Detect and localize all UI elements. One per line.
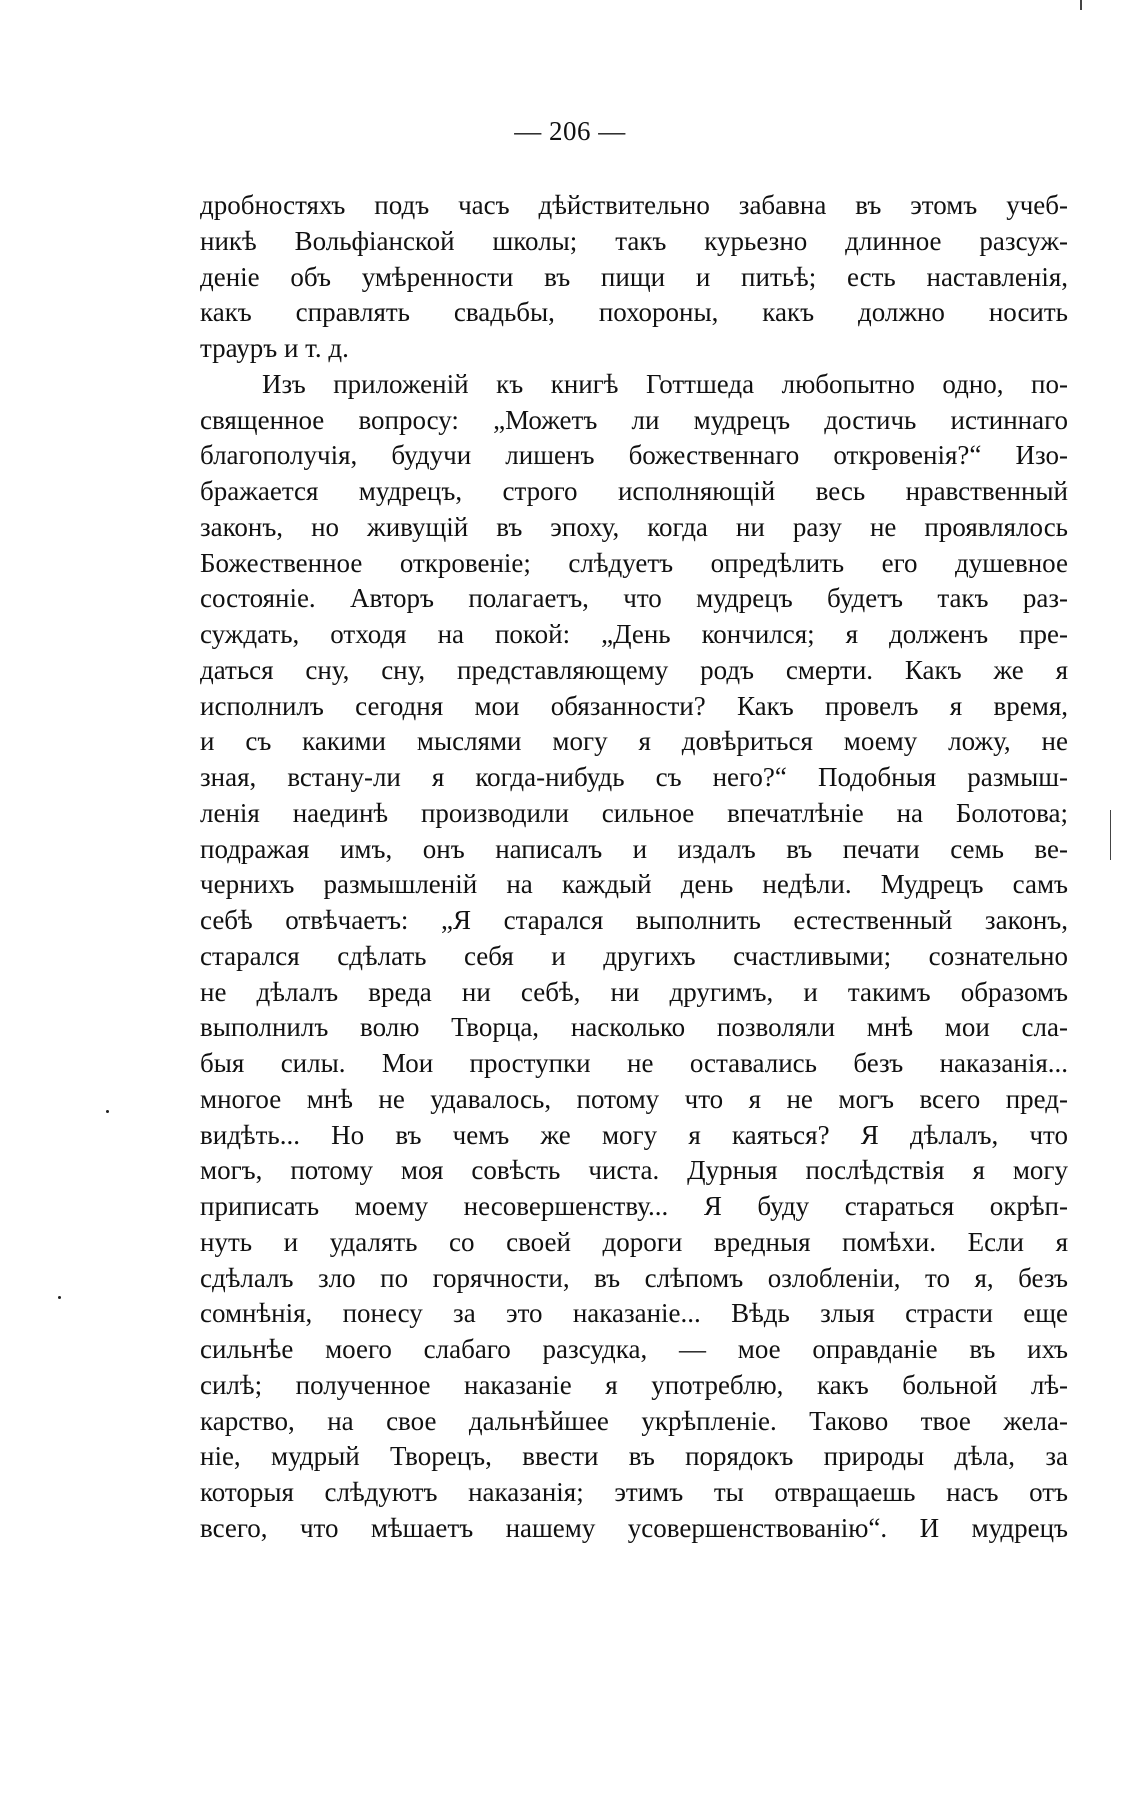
text-line: даться сну, сну, представляющему родъ смерти. Какъ же я: [200, 654, 1068, 685]
text-line: сдѣлалъ зло по горячности, въ слѣпомъ озлобленіи, то я, безъ: [200, 1262, 1068, 1293]
scan-edge-mark: [1110, 810, 1111, 860]
scan-edge-mark: [1080, 0, 1082, 10]
text-line: исполнилъ сегодня мои обязанности? Какъ провелъ я время,: [200, 690, 1068, 721]
text-line: никѣ Вольфіанской школы; такъ курьезно длинное разсуж-: [200, 225, 1068, 256]
text-line: которыя слѣдуютъ наказанія; этимъ ты отвращаешь насъ отъ: [200, 1477, 1068, 1507]
text-line: нуть и удалять со своей дороги вредныя помѣхи. Если я: [200, 1226, 1068, 1257]
text-line: быя силы. Мои проступки не оставались безъ наказанія...: [200, 1048, 1068, 1078]
text-line: Божественное откровеніе; слѣдуетъ опредѣлить его душевное: [200, 547, 1068, 578]
text-line: карство, на свое дальнѣйшее укрѣпленіе. Таково твое жела-: [200, 1405, 1068, 1436]
text-line: всего, что мѣшаетъ нашему усовершенствованію“. И мудрецъ: [200, 1512, 1068, 1543]
text-line: могъ, потому моя совѣсть чиста. Дурныя послѣдствія я могу: [200, 1155, 1068, 1186]
text-line: законъ, но живущій въ эпоху, когда ни разу не проявлялось: [200, 511, 1068, 542]
scan-dot: [58, 1296, 61, 1299]
text-line: себѣ отвѣчаетъ: „Я старался выполнить естественный законъ,: [200, 905, 1068, 935]
text-line: благополучія, будучи лишенъ божественнаго откровенія?“ Изо-: [200, 440, 1068, 471]
text-line: чернихъ размышленій на каждый день недѣли. Мудрецъ самъ: [200, 869, 1068, 900]
text-line: многое мнѣ не удавалось, потому что я не могъ всего пред-: [200, 1083, 1068, 1114]
text-line: приписать моему несовершенству... Я буду стараться окрѣп-: [200, 1191, 1068, 1221]
text-line: трауръ и т. д.: [200, 333, 349, 363]
text-body: [200, 188, 1068, 1547]
text-line: зная, встану-ли я когда-нибудь съ него?“ Подобныя размыш-: [200, 762, 1068, 792]
text-line: священное вопросу: „Можетъ ли мудрецъ достичь истиннаго: [200, 404, 1068, 435]
text-line: не дѣлалъ вреда ни себѣ, ни другимъ, и такимъ образомъ: [200, 976, 1068, 1007]
text-line: состояніе. Авторъ полагаетъ, что мудрецъ будетъ такъ раз-: [200, 583, 1068, 614]
text-line: старался сдѣлать себя и другихъ счастливыми; сознательно: [200, 940, 1068, 971]
page-number: — 206 —: [514, 116, 626, 146]
text-line: Изъ приложеній къ книгѣ Готтшеда любопытно одно, по-: [262, 368, 1068, 399]
text-line: деніе объ умѣренности въ пищи и питьѣ; есть наставленія,: [200, 261, 1068, 292]
text-line: сомнѣнія, понесу за это наказаніе... Вѣдь злыя страсти еще: [200, 1298, 1068, 1329]
text-line: сильнѣе моего слабаго разсудка, — мое оправданіе въ ихъ: [200, 1334, 1068, 1364]
text-line: и съ какими мыслями могу я довѣриться моему ложу, не: [200, 726, 1068, 757]
text-line: подражая имъ, онъ написалъ и издалъ въ печати семь ве-: [200, 833, 1068, 864]
text-line: какъ справлять свадьбы, похороны, какъ должно носить: [200, 297, 1068, 328]
text-line: ніе, мудрый Творецъ, ввести въ порядокъ природы дѣла, за: [200, 1441, 1068, 1472]
text-line: дробностяхъ подъ часъ дѣйствительно забавна въ этомъ учеб-: [200, 190, 1068, 220]
text-line: видѣть... Но въ чемъ же могу я каяться? Я дѣлалъ, что: [200, 1119, 1068, 1150]
scan-dot: [106, 1110, 109, 1113]
text-line: ленія наединѣ производили сильное впечатлѣніе на Болотова;: [200, 797, 1068, 828]
text-line: силѣ; полученное наказаніе я употреблю, какъ больной лѣ-: [200, 1369, 1068, 1400]
text-line: суждать, отходя на покой: „День кончился; я долженъ пре-: [200, 619, 1068, 649]
text-line: бражается мудрецъ, строго исполняющій весь нравственный: [200, 476, 1068, 506]
text-line: выполнилъ волю Творца, насколько позволяли мнѣ мои сла-: [200, 1012, 1068, 1043]
